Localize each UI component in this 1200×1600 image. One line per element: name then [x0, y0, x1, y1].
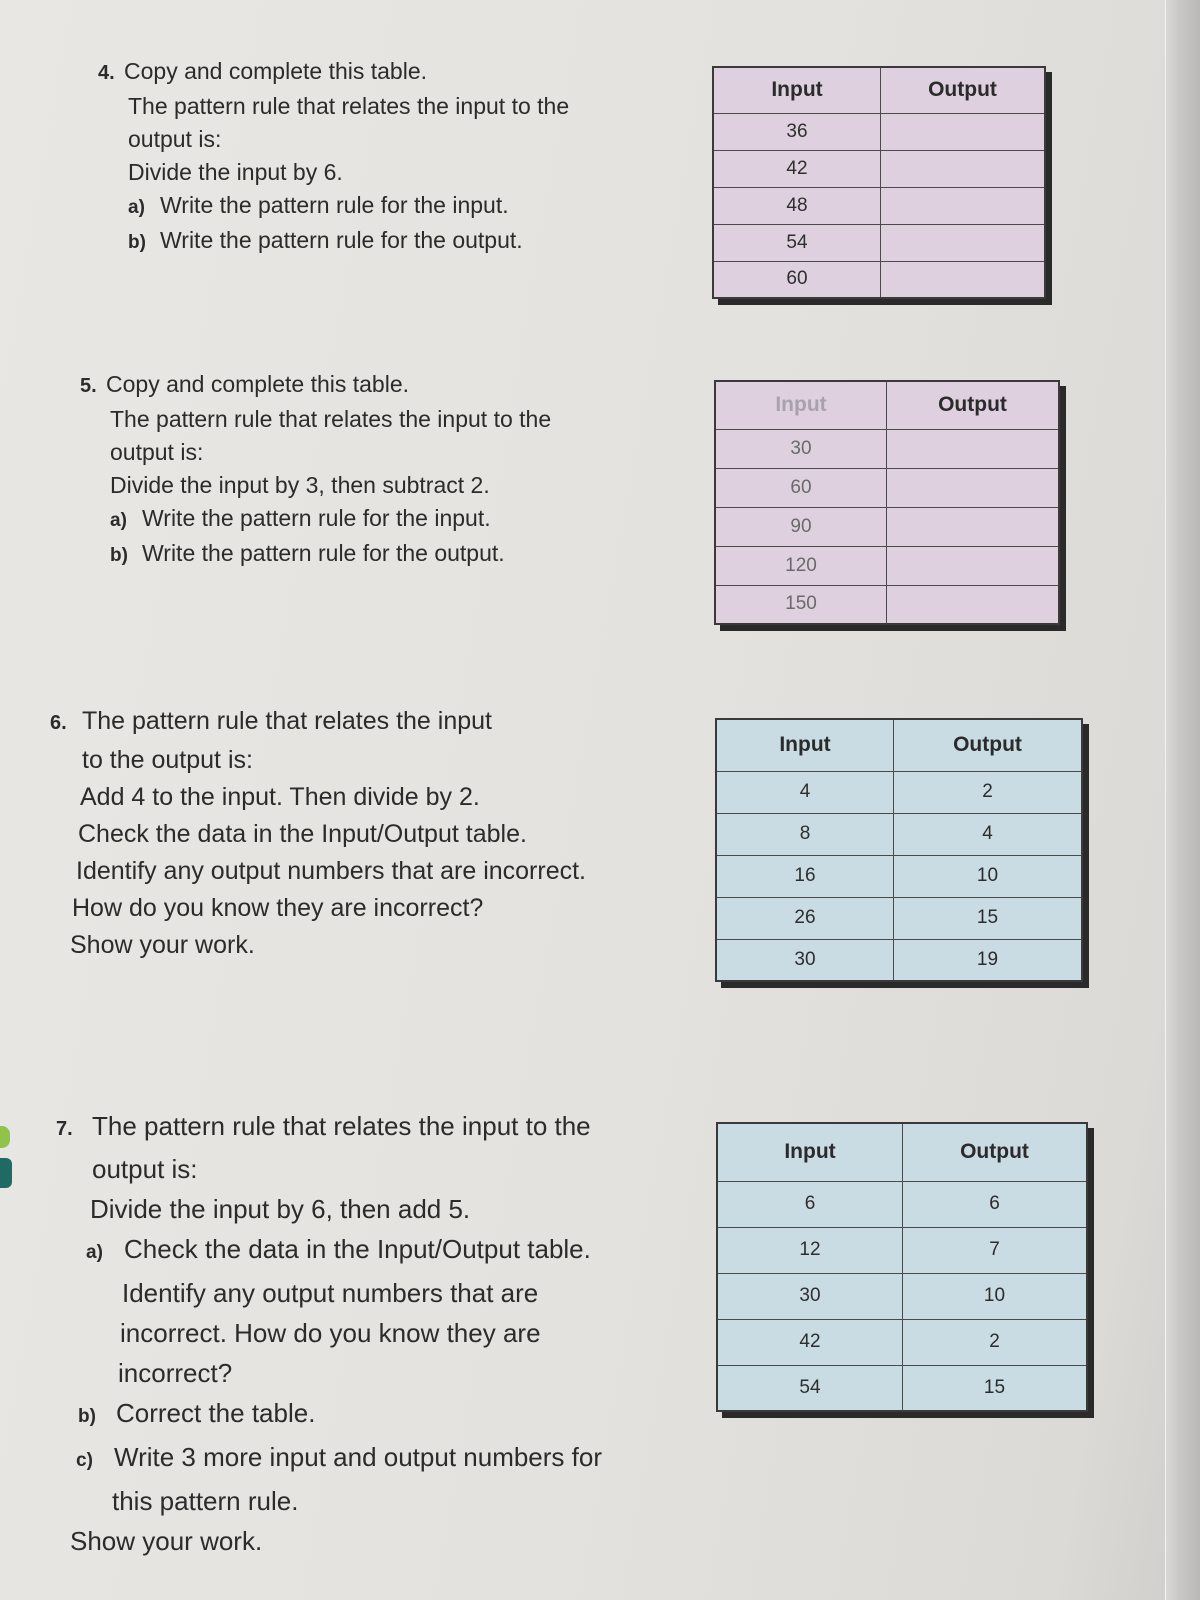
output-cell	[881, 261, 1046, 298]
input-cell: 36	[713, 113, 881, 150]
part-text: incorrect?	[118, 1358, 233, 1388]
output-cell: 7	[903, 1227, 1088, 1273]
problem-4	[98, 55, 569, 259]
problem-number: 6.	[50, 712, 67, 734]
output-cell	[881, 187, 1046, 224]
problem-text: Divide the input by 6.	[128, 159, 343, 185]
part-text: this pattern rule.	[112, 1486, 299, 1516]
problem-number: 7.	[56, 1118, 73, 1140]
output-header: Output	[881, 67, 1046, 113]
page-edge	[1165, 0, 1200, 1600]
input-header: Input	[717, 1123, 903, 1181]
part-label: a)	[128, 197, 145, 218]
output-cell	[881, 113, 1046, 150]
output-cell: 15	[894, 897, 1083, 939]
input-output-table-5	[714, 380, 1060, 625]
problem-text: The pattern rule that relates the input to the	[110, 406, 552, 432]
problem-7	[56, 1106, 602, 1561]
problem-text: Copy and complete this table.	[106, 371, 410, 397]
input-cell: 48	[713, 187, 881, 224]
output-cell	[887, 468, 1060, 507]
part-label: a)	[110, 510, 127, 531]
output-cell: 10	[894, 855, 1083, 897]
input-cell: 30	[716, 939, 894, 981]
output-header: Output	[887, 381, 1060, 429]
problem-text: output is:	[128, 126, 222, 152]
problem-text: How do you know they are incorrect?	[72, 894, 484, 922]
input-cell: 60	[715, 468, 887, 507]
problem-text: Show your work.	[70, 931, 255, 959]
output-cell: 15	[903, 1365, 1088, 1411]
output-cell	[881, 150, 1046, 187]
part-text: incorrect. How do you know they are	[120, 1318, 541, 1348]
input-cell: 120	[715, 546, 887, 585]
problem-text: The pattern rule that relates the input	[82, 707, 492, 735]
input-cell: 8	[716, 813, 894, 855]
input-header: Input	[716, 719, 894, 771]
input-cell: 60	[713, 261, 881, 298]
output-header: Output	[903, 1123, 1088, 1181]
input-cell: 30	[715, 429, 887, 468]
input-output-table-7	[716, 1122, 1088, 1412]
input-cell: 42	[713, 150, 881, 187]
problem-text: to the output is:	[82, 746, 253, 774]
margin-tab	[0, 1158, 12, 1188]
input-cell: 4	[716, 771, 894, 813]
problem-text: Divide the input by 6, then add 5.	[90, 1194, 471, 1224]
input-header: Input	[715, 381, 887, 429]
problem-text: output is:	[92, 1154, 198, 1184]
part-text: Write the pattern rule for the input.	[160, 192, 509, 218]
input-cell: 90	[715, 507, 887, 546]
input-output-table-4	[712, 66, 1046, 299]
input-cell: 54	[717, 1365, 903, 1411]
output-header: Output	[894, 719, 1083, 771]
problem-text: Divide the input by 3, then subtract 2.	[110, 472, 490, 498]
input-cell: 16	[716, 855, 894, 897]
part-label: b)	[128, 232, 146, 253]
problem-text: Identify any output numbers that are incorrect.	[76, 857, 586, 885]
problem-text: Copy and complete this table.	[124, 58, 428, 84]
problem-5	[80, 368, 551, 572]
part-text: Identify any output numbers that are	[122, 1278, 539, 1308]
part-text: Check the data in the Input/Output table.	[124, 1234, 591, 1264]
problem-text: The pattern rule that relates the input to the	[92, 1111, 591, 1141]
input-cell: 54	[713, 224, 881, 261]
problem-text: Check the data in the Input/Output table.	[78, 820, 527, 848]
margin-tab-marker	[0, 1126, 10, 1148]
part-label: c)	[76, 1450, 93, 1471]
problem-text: The pattern rule that relates the input to the	[128, 93, 570, 119]
problem-text: Add 4 to the input. Then divide by 2.	[80, 783, 480, 811]
output-cell: 19	[894, 939, 1083, 981]
output-cell	[887, 507, 1060, 546]
part-label: b)	[110, 545, 128, 566]
input-cell: 150	[715, 585, 887, 624]
output-cell: 4	[894, 813, 1083, 855]
problem-number: 5.	[80, 375, 97, 397]
problem-text: output is:	[110, 439, 204, 465]
part-text: Write the pattern rule for the output.	[160, 227, 523, 253]
output-cell: 2	[894, 771, 1083, 813]
problem-6	[50, 703, 586, 964]
output-cell: 2	[903, 1319, 1088, 1365]
input-cell: 26	[716, 897, 894, 939]
input-cell: 6	[717, 1181, 903, 1227]
output-cell	[887, 429, 1060, 468]
problem-number: 4.	[98, 62, 115, 84]
input-cell: 30	[717, 1273, 903, 1319]
footer-text: Show your work.	[70, 1526, 263, 1556]
output-cell	[887, 546, 1060, 585]
input-cell: 12	[717, 1227, 903, 1273]
input-header: Input	[713, 67, 881, 113]
part-text: Write the pattern rule for the input.	[142, 505, 491, 531]
input-cell: 42	[717, 1319, 903, 1365]
part-text: Write the pattern rule for the output.	[142, 540, 505, 566]
output-cell: 6	[903, 1181, 1088, 1227]
part-text: Correct the table.	[116, 1398, 316, 1428]
part-label: b)	[78, 1406, 96, 1427]
part-text: Write 3 more input and output numbers for	[114, 1442, 602, 1472]
input-output-table-6	[715, 718, 1083, 982]
part-label: a)	[86, 1242, 103, 1263]
output-cell: 10	[903, 1273, 1088, 1319]
output-cell	[881, 224, 1046, 261]
output-cell	[887, 585, 1060, 624]
